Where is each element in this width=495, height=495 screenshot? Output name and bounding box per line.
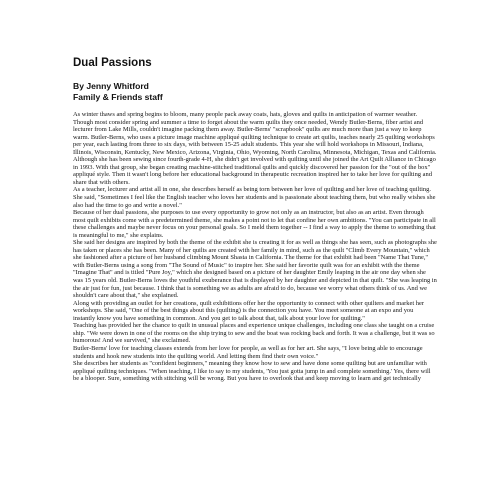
staff-line: Family & Friends staff [73, 92, 163, 102]
article-body [73, 111, 437, 383]
author-line: By Jenny Whitford [73, 81, 149, 91]
paragraph: As a teacher, lecturer and artist all in one, she describes herself as being torn between her love of quilting and her love of teaching quilting. She said, "Sometimes I feel like the English teacher who loves her students and is passionate about teaching them, but who really wishes she also had the time to go and write a novel." [73, 186, 436, 209]
paragraph: Teaching has provided her the chance to quilt in unusual places and experience unique challenges, including one class she taught on a cruise ship. "We were down in one of the rooms on the ship trying to sew and the boat was rocking back and forth. It was a challenge, but it was so humorous! And we survived," she exclaimed. [73, 322, 435, 345]
byline [73, 81, 163, 103]
paragraph: She describes her students as "confident beginners," meaning they know how to sew and have done some quilting but are unfamiliar with appliqué quilting techniques. "When teaching, I like to say to my students, 'You just gotta jump in and complete something.' Yes, there will be a blooper. Sure, something with stitching will be wrong. But you have to overlook that and keep moving to learn and get technically [73, 360, 431, 383]
article-title: Dual Passions [73, 57, 152, 69]
paragraph: She said her designs are inspired by both the theme of the exhibit she is creating it for as well as things she has seen, such as photographs she has taken or places she has been. Many of her quilts are created with her family in mind, such as the quilt "Climb Every Mountain," which she fashioned after a picture of her husband climbing Mount Shasta in California. The theme for that exhibit had been "Name That Tune," with Butler-Berns using a song from "The Sound of Music" to inspire her. She said her favorite quilt was for an exhibit with the theme "Imagine That" and is titled "Pure Joy," which she designed based on a picture of her daughter Emily leaping in the air one day when she was 15 years old. Butler-Berns loves the youthful exuberance that is displayed by her daughter and depicted in that quilt. "She was leaping in the air just for fun, just because. I think that is something we as adults are afraid to do, because we worry what others think of us. And we shouldn't care about that," she explained. [73, 239, 437, 300]
paragraph: Along with providing an outlet for her creations, quilt exhibitions offer her the opportunity to connect with other quilters and market her workshops. She said, "One of the best things about this (quilting) is the connection you have. You meet someone at an expo and you instantly know you have something in common. And you get to talk about that, talk about your love for quilting." [73, 299, 424, 322]
paragraph: Because of her dual passions, she purposes to use every opportunity to grow not only as an instructor, but also as an artist. Even through most quilt exhibits come with a predetermined theme, she makes a point not to let that confine her own ambitions. "You can participate in all these challenges and maybe never focus on your personal goals. So I meld them together -- I find a way to apply the theme to something that is meaningful to me," she explains. [73, 209, 436, 239]
paragraph: As winter thaws and spring begins to bloom, many people pack away coats, hats, gloves and quilts in anticipation of warmer weather. Though most consider spring and summer a time to forget about the warm quilts they once needed, Wendy Butler-Berns, fiber artist and lecturer from Lake Mills, couldn't imagine packing them away. Butler-Berns' "scrapbook" quilts are much more than just a way to keep warm. Butler-Berns, who uses a picture image machine appliqué quilting technique to create art quilts, teaches nearly 25 quilting workshops per year, each lasting from three to six days, with between 15-25 adult students. This year she will hold workshops in Missouri, Indiana, Illinois, Wisconsin, Kentucky, New Mexico, Arizona, Virginia, Ohio, Wyoming, North Carolina, Minnesota, Michigan, Texas and California. Although she has been sewing since fourth-grade 4-H, she didn't get involved with quilting until she joined the Art Quilt Alliance in Chicago in 1993. With that group, she began creating machine-stitched traditional quilts and quickly discovered her passion for the "out of the box" appliqué style. Then it wasn't long before her educational background in therapeutic recreation inspired her to take her love for quilting and share that with others. [73, 111, 437, 186]
paragraph: Butler-Berns' love for teaching classes extends from her love for people, as well as for her art. She says, "I love being able to encourage students and hook new students into the quilting world. And letting them find their own voice." [73, 344, 423, 360]
